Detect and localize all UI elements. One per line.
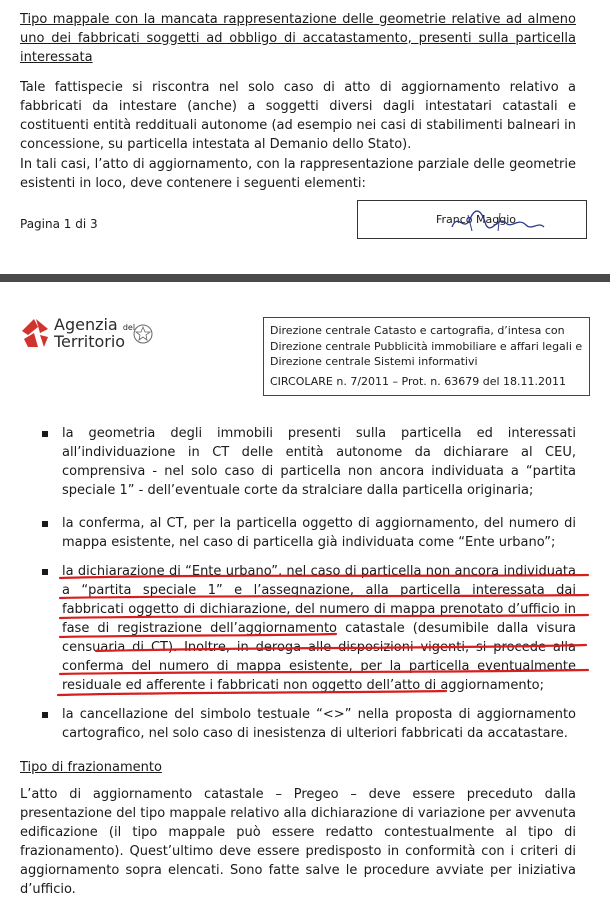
signature-box [357,200,587,239]
list-item: la dichiarazione di “Ente urbano”, nel caso di particella non ancora individuata a “partita speciale 1” e l’assegnazione, alla particella interessata dai fabbricati oggetto di dichiarazione, del numero di mappa prenotato d’ufficio in fase di registrazione dell’aggiornamento catastale (desumibile dalla visura censuaria di CT). Inoltre, in deroga alle disposizioni vigenti, si procede alla conferma del numero di mappa esistente, per la particella eventualmente residuale ed afferente i fabbricati non oggetto dell’atto di aggiornamento; [62,564,576,693]
logo-text-territorio: Territorio [54,332,126,351]
list-item: la geometria degli immobili presenti sulla particella ed interessati all’individuazione in CT delle entità autonome da dichiarare al CEU, comprensiva - nel solo caso di particella non ancora individuata a “partita speciale 1” - dell’eventuale corte da stralciare dalla particella originaria; [62,426,576,498]
list-item: la conferma, al CT, per la particella oggetto di aggiornamento, del numero di mappa esistente, nel caso di particella già individuata come “Ente urbano”; [62,516,576,550]
page-number: Pagina 1 di 3 [20,217,98,231]
handwritten-signature [448,207,548,235]
list-item: la cancellazione del simbolo testuale “<>” nella proposta di aggiornamento cartografico, nel solo caso di inesistenza di ulteriori fabbricati da accatastare. [62,707,576,741]
section-title: Tipo di frazionamento [20,760,162,775]
page1-paragraph-2: In tali casi, l’atto di aggiornamento, con la rappresentazione parziale delle geometrie esistenti in loco, deve contenere i seguenti elementi: [20,157,576,191]
agenzia-logo-icon [20,317,50,349]
logo-text-del: del [122,323,136,332]
bullet-icon [42,431,48,437]
header-direction-text: Direzione centrale Catasto e cartografia, d’intesa con Direzione centrale Pubblicità immobiliare e affari legali e Direzione centrale Sistemi informativi [270,324,583,368]
final-paragraph: L’atto di aggiornamento catastale – Pregeo – deve essere preceduto dalla presentazione del tipo mappale relativo alla dichiarazione di variazione per avvenuta edificazione (il tipo mappale può essere redatto contestualmente al tipo di frazionamento). Quest’ultimo deve essere predisposto in conformità con i criteri di aggiornamento sopra elencati. Sono fatte salve le procedure avviate per iniziativa d’ufficio. [20,787,576,897]
circular-header-box [263,317,590,396]
bullet-icon [42,712,48,718]
bullet-icon [42,521,48,527]
page1-heading: Tipo mappale con la mancata rappresentazione delle geometrie relative ad almeno uno dei fabbricati soggetti ad obbligo di accatastamento, presenti sulla particella interessata [20,12,576,65]
page1-paragraph: Tale fattispecie si riscontra nel solo caso di atto di aggiornamento relativo a fabbricati da intestare (anche) a soggetti diversi dagli intestatari catastali e costituenti entità reddituali autonome (ad esempio nei casi di stabilimenti balneari in concessione, su particella intestata al Demanio dello Stato). [20,80,576,152]
signature-name: Franco Maggio [436,213,517,226]
logo-text-agenzia: Agenzia del [54,315,136,334]
page-separator [0,274,610,282]
circular-reference: CIRCOLARE n. 7/2011 – Prot. n. 63679 del 18.11.2011 [270,374,567,388]
italian-emblem-icon [132,321,154,347]
bullet-icon [42,569,48,575]
